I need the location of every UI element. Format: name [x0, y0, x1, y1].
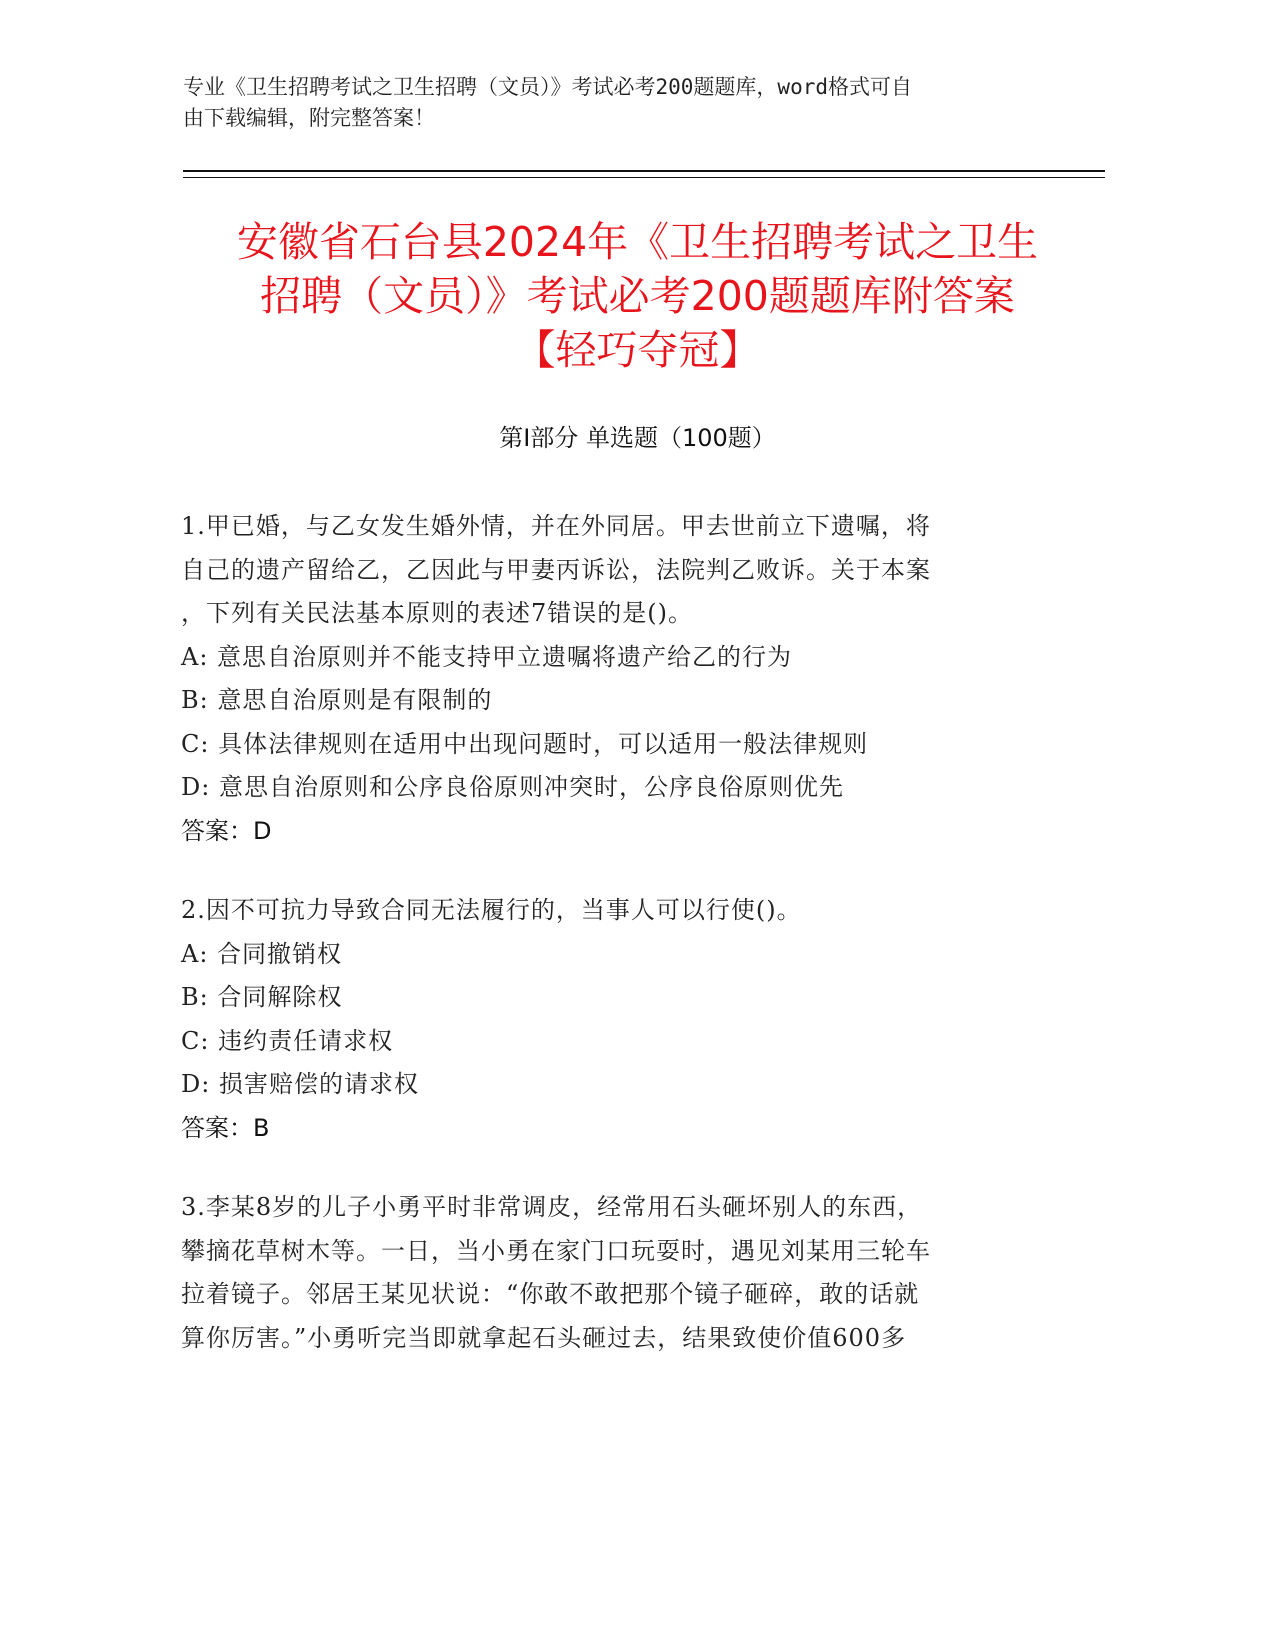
question-stem-line: 1.甲已婚，与乙女发生婚外情，并在外同居。甲去世前立下遗嘱，将	[181, 512, 931, 540]
question-stem-line: 2.因不可抗力导致合同无法履行的，当事人可以行使()。	[181, 896, 802, 924]
question-stem-line: 算你厉害。”小勇听完当即就拿起石头砸过去，结果致使价值600多	[181, 1323, 907, 1352]
title-line: 招聘（文员）》考试必考200题题库附答案	[260, 272, 1015, 320]
title-line: 【轻巧夺冠】	[514, 326, 761, 374]
header-note-line: 由下载编辑，附完整答案！	[183, 106, 435, 130]
option-c: C: 违约责任请求权	[181, 1026, 394, 1055]
question-stem-line: 攀摘花草树木等。一日，当小勇在家门口玩耍时，遇见刘某用三轮车	[181, 1236, 931, 1265]
header-rule-thin	[183, 177, 1105, 178]
title-line: 安徽省石台县2024年《卫生招聘考试之卫生	[236, 218, 1039, 266]
question-list	[181, 505, 1041, 1396]
option-b: B: 合同解除权	[181, 983, 343, 1011]
option-c: C: 具体法律规则在适用中出现问题时，可以适用一般法律规则	[181, 729, 869, 758]
option-a: A: 合同撤销权	[181, 939, 343, 968]
option-d: D: 意思自治原则和公序良俗原则冲突时，公序良俗原则优先	[181, 773, 844, 801]
question-stem-line: ，下列有关民法基本原则的表述7错误的是()。	[181, 599, 693, 627]
option-a: A: 意思自治原则并不能支持甲立遗嘱将遗产给乙的行为	[181, 642, 793, 671]
section-heading: 第Ⅰ部分 单选题（100题）	[499, 424, 776, 452]
question-item	[181, 889, 1041, 1150]
answer-line: 答案：B	[181, 1113, 270, 1142]
option-b: B: 意思自治原则是有限制的	[181, 686, 493, 714]
header-rule-thick	[183, 170, 1105, 172]
question-stem-line: 3.李某8岁的儿子小勇平时非常调皮，经常用石头砸坏别人的东西，	[181, 1193, 923, 1221]
answer-line: 答案：D	[181, 816, 272, 845]
question-stem-line: 拉着镜子。邻居王某见状说：“你敢不敢把那个镜子砸碎，敢的话就	[181, 1280, 920, 1308]
question-stem-line: 自己的遗产留给乙，乙因此与甲妻丙诉讼，法院判乙败诉。关于本案	[181, 555, 931, 584]
document-title	[150, 215, 1125, 377]
option-d: D: 损害赔偿的请求权	[181, 1070, 419, 1098]
question-item	[181, 1186, 1041, 1360]
question-item	[181, 505, 1041, 853]
header-note	[183, 72, 1053, 134]
header-note-line: 专业《卫生招聘考试之卫生招聘（文员）》考试必考200题题库，word格式可自	[183, 75, 912, 99]
